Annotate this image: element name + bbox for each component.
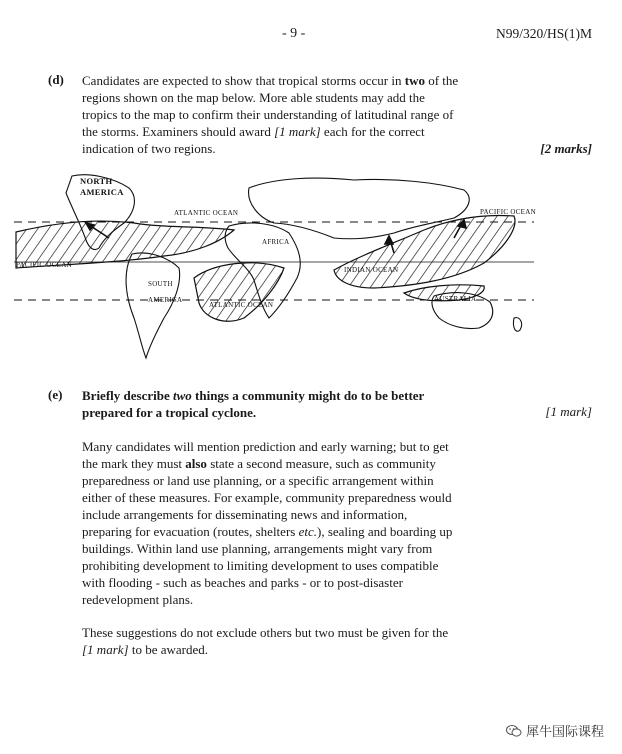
- section-e-question-line: Briefly describe two things a community might do to be better: [82, 388, 425, 403]
- section-d-line: indication of two regions.: [82, 141, 216, 156]
- section-e-label: (e): [48, 387, 63, 402]
- watermark-text: 犀牛国际课程: [525, 724, 604, 739]
- map-label-pacific: PACIFIC OCEAN: [480, 208, 536, 216]
- section-d-line: Candidates are expected to show that tropical storms occur in two of the: [82, 73, 459, 88]
- answer-line: include arrangements for disseminating news and information,: [82, 507, 408, 522]
- document-code: N99/320/HS(1)M: [495, 26, 592, 41]
- answer-line: preparedness or land use planning, or a specific arrangement within: [82, 473, 434, 488]
- map-label-australia: AUSTRALIA: [434, 295, 477, 303]
- wechat-icon: [506, 724, 522, 738]
- map-label-atlantic: ATLANTIC OCEAN: [174, 209, 239, 217]
- section-d-text: [82, 72, 498, 157]
- emphasis: also: [185, 456, 207, 471]
- tropical-storm-map: [14, 168, 610, 368]
- answer-line: the mark they must also state a second measure, such as community: [82, 456, 436, 471]
- emphasis: [1 mark]: [82, 642, 129, 657]
- answer-line: with flooding - such as beaches and parks - or to post-disaster: [82, 575, 403, 590]
- watermark: [506, 721, 604, 740]
- answer-line: Many candidates will mention prediction and early warning; but to get: [82, 439, 449, 454]
- section-e-answer: [82, 438, 498, 608]
- answer-line: preparing for evacuation (routes, shelters etc.), sealing and boarding up: [82, 524, 453, 539]
- closing-line: These suggestions do not exclude others but two must be given for the: [82, 625, 449, 640]
- section-e-question-line: prepared for a tropical cyclone.: [82, 405, 257, 420]
- map-label-south-america: SOUTH: [148, 280, 173, 288]
- page-number: - 9 -: [282, 26, 306, 41]
- emphasis: two: [172, 388, 192, 403]
- section-e-marks: [1 mark]: [545, 404, 592, 419]
- emphasis: etc.: [298, 524, 317, 539]
- closing-line: [1 mark] to be awarded.: [82, 642, 209, 657]
- section-e-closing: [82, 624, 498, 658]
- answer-line: buildings. Within land use planning, arrangements might vary from: [82, 541, 433, 556]
- map-label-south-america-2: AMERICA: [148, 296, 183, 304]
- section-d-label: (d): [48, 72, 64, 87]
- section-d-line: tropics to the map to confirm their understanding of latitudinal range of: [82, 107, 454, 122]
- map-label-indian: INDIAN OCEAN: [344, 266, 399, 274]
- answer-line: either of these measures. For example, community preparedness would: [82, 490, 452, 505]
- emphasis: [1 mark]: [274, 124, 321, 139]
- map-label-pacific-left: PACIFIC OCEAN: [16, 261, 72, 269]
- section-e-question: [82, 387, 498, 421]
- map-label-north-america: NORTH: [80, 176, 113, 186]
- map-label-north-america-2: AMERICA: [80, 187, 124, 197]
- emphasis: two: [404, 73, 425, 88]
- map-label-africa: AFRICA: [262, 238, 290, 246]
- section-d-line: regions shown on the map below. More able students may add the: [82, 90, 425, 105]
- map-label-atlantic-south: ATLANTIC OCEAN: [209, 301, 274, 309]
- answer-line: prohibiting development to limiting development to uses compatible: [82, 558, 439, 573]
- section-d-marks: [2 marks]: [540, 141, 592, 156]
- section-d-line: the storms. Examiners should award [1 mark] each for the correct: [82, 124, 425, 139]
- answer-line: redevelopment plans.: [82, 592, 194, 607]
